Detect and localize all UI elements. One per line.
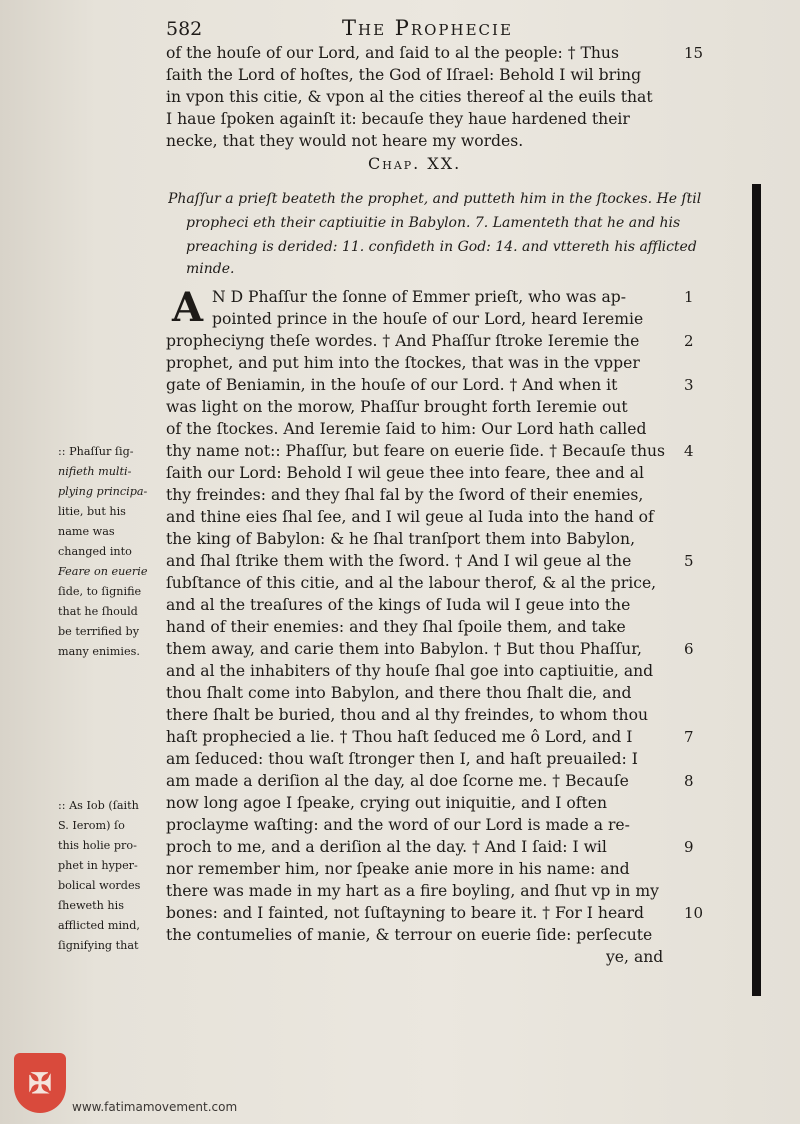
website-link[interactable]: www.fatimamovement.com: [72, 1100, 238, 1114]
text-line: nor remember him, nor ſpeake anie more in his name: and: [166, 860, 630, 878]
verse-number: 15: [684, 44, 704, 62]
argument-line: propheci eth their captiuitie in Babylon. 7. Lamenteth that he and his: [186, 215, 681, 231]
running-head: [0, 14, 800, 44]
margin-note-line: many enimies.: [58, 645, 140, 658]
margin-note-line: ſide, to ſignifie: [58, 585, 142, 598]
margin-note-line: phet in hyper-: [58, 859, 138, 872]
argument-line: minde.: [186, 261, 235, 277]
text-line: bones: and I fainted, not ſuſtayning to beare it. † For I heard: [166, 904, 644, 922]
text-line: thou ſhalt come into Babylon, and there thou ſhalt die, and: [166, 684, 632, 702]
text-line: there was made in my hart as a fire boyling, and ſhut vp in my: [166, 882, 659, 900]
verse-number: 8: [684, 772, 694, 790]
margin-bracket-rule: [752, 184, 761, 996]
text-line: now long agoe I ſpeake, crying out iniquitie, and I often: [166, 794, 608, 812]
text-line: the king of Babylon: & he ſhal tranſport them into Babylon,: [166, 530, 636, 548]
text-line: and ſhal ſtrike them with the ſword. † And I wil geue al the: [166, 552, 632, 570]
margin-note-line: bolical wordes: [58, 879, 141, 892]
running-title: The Prophecie: [342, 16, 513, 40]
text-line: haſt prophecied a lie. † Thou haſt ſeduced me ô Lord, and I: [166, 728, 633, 746]
margin-note-line: that he ſhould: [58, 605, 138, 618]
text-line: of the ſtockes. And Ieremie ſaid to him: Our Lord hath called: [166, 420, 647, 438]
text-line: necke, that they would not heare my wordes.: [166, 132, 524, 150]
text-line: and thine eies ſhal ſee, and I wil geue al Iuda into the hand of: [166, 508, 654, 526]
margin-note-line: :: As Iob (ſaith: [58, 799, 139, 812]
verse-number: 4: [684, 442, 694, 460]
text-line: propheciyng theſe wordes. † And Phaſſur ſtroke Ieremie the: [166, 332, 640, 350]
verse-number: 2: [684, 332, 694, 350]
text-line: proclayme waſting: and the word of our Lord is made a re-: [166, 816, 630, 834]
margin-note-line: ſignifying that: [58, 939, 139, 952]
margin-note-line: changed into: [58, 545, 132, 558]
text-line: the contumelies of manie, & terrour on euerie ſide: perſecute: [166, 926, 653, 944]
text-line: gate of Beniamin, in the houſe of our Lord. † And when it: [166, 376, 618, 394]
verse-number: 6: [684, 640, 694, 658]
page-number: 582: [166, 18, 203, 40]
verse-number: 10: [684, 904, 704, 922]
text-line: hand of their enemies: and they ſhal ſpoile them, and take: [166, 618, 626, 636]
chapter-heading: Chap. XX.: [368, 154, 462, 173]
text-line: ye, and: [606, 948, 664, 966]
text-line: was light on the morow, Phaſſur brought forth Ieremie out: [166, 398, 628, 416]
text-line: pointed prince in the houſe of our Lord, heard Ieremie: [212, 310, 644, 328]
verse-number: 7: [684, 728, 694, 746]
margin-note-line: name was: [58, 525, 115, 538]
text-line: am ſeduced: thou waſt ſtronger then I, and haſt preuailed: I: [166, 750, 638, 768]
verse-number: 9: [684, 838, 694, 856]
text-line: N D Phaſſur the ſonne of Emmer prieſt, who was ap-: [212, 288, 627, 306]
text-line: thy freindes: and they ſhal fal by the ſword of their enemies,: [166, 486, 644, 504]
text-line: thy name not:: Phaſſur, but feare on euerie ſide. † Becauſe thus: [166, 442, 666, 460]
text-line: and al the treaſures of the kings of Iuda wil I geue into the: [166, 596, 631, 614]
text-line: am made a deriſion al the day, al doe ſcorne me. † Becauſe: [166, 772, 629, 790]
text-line: ſubſtance of this citie, and al the labour therof, & al the price,: [166, 574, 657, 592]
papal-keys-seal-icon: ✠: [14, 1053, 66, 1113]
argument-line: preaching is derided: 11. confideth in God: 14. and vttereth his afflicted: [186, 239, 697, 255]
margin-note-line: afflicted mind,: [58, 919, 140, 932]
text-line: in vpon this citie, & vpon al the cities thereof al the euils that: [166, 88, 653, 106]
margin-note-line: litie, but his: [58, 505, 126, 518]
drop-cap: A: [172, 284, 204, 331]
margin-note-line: S. Ierom) ſo: [58, 819, 125, 832]
text-line: proch to me, and a deriſion al the day. † And I ſaid: I wil: [166, 838, 607, 856]
text-line: of the houſe of our Lord, and ſaid to al the people: † Thus: [166, 44, 619, 62]
argument-line: Phaſſur a prieſt beateth the prophet, and putteth him in the ſtockes. He ſtil: [168, 191, 702, 207]
text-line: ſaith our Lord: Behold I wil geue thee into feare, thee and al: [166, 464, 644, 482]
margin-note-line: nifieth multi-: [58, 465, 132, 478]
text-line: I haue ſpoken againſt it: becauſe they haue hardened their: [166, 110, 630, 128]
margin-note-line: plying principa-: [58, 485, 148, 498]
margin-note-line: this holie pro-: [58, 839, 137, 852]
margin-note-line: :: Phaſſur ſig-: [58, 445, 134, 458]
text-line: and al the inhabiters of thy houſe ſhal goe into captiuitie, and: [166, 662, 654, 680]
verse-number: 3: [684, 376, 694, 394]
text-line: there ſhalt be buried, thou and al thy freindes, to whom thou: [166, 706, 649, 724]
verse-number: 1: [684, 288, 694, 306]
text-line: prophet, and put him into the ſtockes, that was in the vpper: [166, 354, 640, 372]
verse-number: 5: [684, 552, 694, 570]
margin-note-line: Feare on euerie: [58, 565, 148, 578]
text-line: them away, and carie them into Babylon. † But thou Phaſſur,: [166, 640, 642, 658]
margin-note-line: ſheweth his: [58, 899, 124, 912]
margin-note-line: be terrified by: [58, 625, 140, 638]
text-line: ſaith the Lord of hoſtes, the God of Iſrael: Behold I wil bring: [166, 66, 642, 84]
